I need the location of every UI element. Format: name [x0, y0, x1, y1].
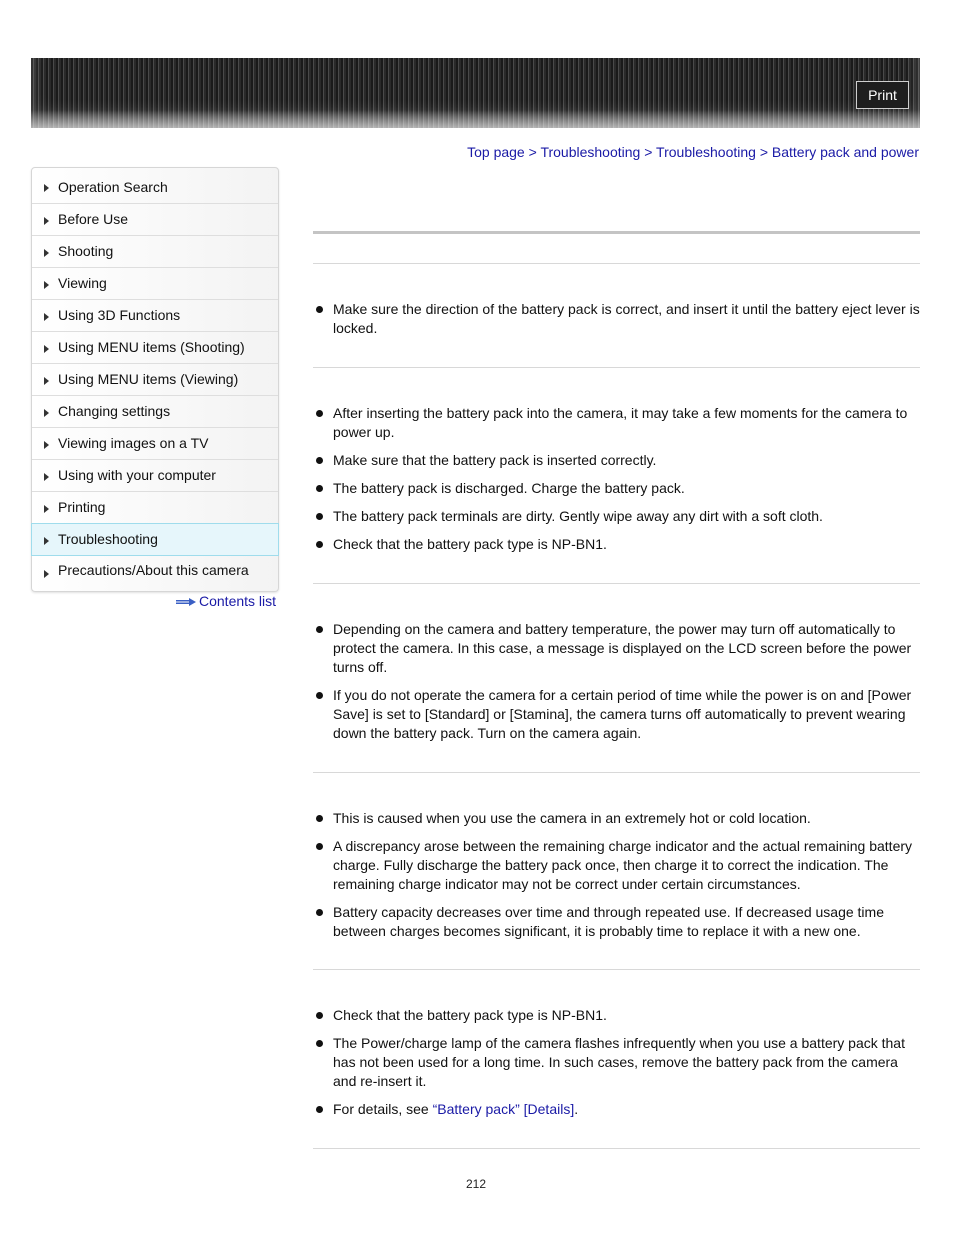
breadcrumb-troubleshooting-2[interactable]: Troubleshooting	[656, 144, 756, 160]
sidebar-item-precautions[interactable]	[32, 555, 278, 591]
list-item	[313, 1034, 921, 1091]
section-5-list	[313, 1006, 921, 1128]
sidebar-item-label: Troubleshooting	[58, 531, 158, 547]
list-item-text: The battery pack terminals are dirty. Gently wipe away any dirt with a soft cloth.	[333, 508, 823, 524]
bullet-icon	[316, 410, 323, 417]
contents-list-label: Contents list	[199, 593, 277, 609]
bullet-icon	[316, 815, 323, 822]
section-divider	[313, 772, 920, 773]
list-item	[313, 686, 921, 743]
sidebar-item-viewing-on-tv[interactable]	[32, 428, 278, 460]
arrow-right-icon	[44, 537, 49, 545]
sidebar-nav	[31, 167, 279, 592]
bullet-icon	[316, 909, 323, 916]
list-item-text: The battery pack is discharged. Charge the battery pack.	[333, 480, 685, 496]
bullet-icon	[316, 513, 323, 520]
list-item-text: The Power/charge lamp of the camera flashes infrequently when you use a battery pack that has not been used for a long time. In such cases, remove the battery pack from the camera and re-insert it.	[333, 1035, 905, 1089]
arrow-right-icon	[44, 217, 49, 225]
list-item	[313, 1006, 921, 1025]
list-item-text: Make sure that the battery pack is inserted correctly.	[333, 452, 657, 468]
list-item	[313, 903, 921, 941]
arrow-right-icon	[44, 377, 49, 385]
arrow-right-icon	[44, 505, 49, 513]
section-divider	[313, 1148, 920, 1149]
list-item-text: Battery capacity decreases over time and through repeated use. If decreased usage time between charges becomes significant, it is probably time to replace it with a new one.	[333, 904, 884, 939]
list-item	[313, 451, 921, 470]
arrow-right-icon	[44, 345, 49, 353]
arrow-right-icon	[44, 473, 49, 481]
section-1-list	[313, 300, 921, 347]
bullet-icon	[316, 1012, 323, 1019]
details-suffix: .	[574, 1101, 579, 1117]
bullet-icon	[316, 843, 323, 850]
list-item	[313, 620, 921, 677]
sidebar-item-shooting[interactable]	[32, 236, 278, 268]
battery-pack-details-link[interactable]: “Battery pack” [Details]	[432, 1101, 575, 1117]
bullet-icon	[316, 692, 323, 699]
section-divider	[313, 367, 920, 368]
list-item-text: Check that the battery pack type is NP-BN1.	[333, 1007, 607, 1023]
breadcrumb	[467, 144, 919, 160]
breadcrumb-top-page[interactable]: Top page	[467, 144, 525, 160]
sidebar-item-label: Operation Search	[58, 179, 168, 195]
breadcrumb-troubleshooting-1[interactable]: Troubleshooting	[540, 144, 641, 160]
sidebar-item-label: Precautions/About this camera	[58, 562, 249, 578]
section-divider-thick	[313, 231, 920, 234]
breadcrumb-battery-pack-and-power[interactable]: Battery pack and power	[771, 144, 919, 160]
section-3-list	[313, 620, 921, 752]
list-item	[313, 300, 921, 338]
sidebar-item-label: Before Use	[58, 211, 129, 227]
sidebar-item-viewing[interactable]	[32, 268, 278, 300]
list-item	[313, 809, 921, 828]
breadcrumb-separator: >	[759, 144, 769, 160]
section-divider	[313, 969, 920, 970]
details-prefix: For details, see	[333, 1101, 433, 1117]
list-item-text: If you do not operate the camera for a certain period of time while the power is on and [Power Save] is set to [Standard] or [Stamina], the camera turns off automatically to prevent wearing down the battery pack. Turn on the camera again.	[333, 687, 912, 741]
sidebar-item-label: Viewing images on a TV	[58, 435, 209, 451]
breadcrumb-separator: >	[644, 144, 653, 160]
list-item-text: Check that the battery pack type is NP-BN1.	[333, 536, 607, 552]
sidebar-item-label: Printing	[58, 499, 106, 515]
sidebar-item-troubleshooting[interactable]	[31, 523, 279, 556]
arrow-right-icon	[44, 441, 49, 449]
arrow-right-icon	[44, 184, 49, 192]
breadcrumb-separator: >	[528, 144, 537, 160]
sidebar-item-printing[interactable]	[32, 492, 278, 524]
list-item-text: This is caused when you use the camera in an extremely hot or cold location.	[333, 810, 811, 826]
section-4-list	[313, 809, 921, 950]
sidebar-item-label: Viewing	[58, 275, 107, 291]
bullet-icon	[316, 485, 323, 492]
list-item-text: After inserting the battery pack into the camera, it may take a few moments for the camera to power up.	[333, 405, 908, 440]
print-button[interactable]: Print	[856, 81, 909, 109]
arrow-right-icon	[44, 313, 49, 321]
bullet-icon	[316, 1106, 323, 1113]
sidebar-item-before-use[interactable]	[32, 204, 278, 236]
sidebar-item-3d-functions[interactable]	[32, 300, 278, 332]
bullet-icon	[316, 541, 323, 548]
list-item	[313, 535, 921, 554]
list-item-text: A discrepancy arose between the remaining charge indicator and the actual remaining battery charge. Fully discharge the battery pack once, then charge it to correct the indication. The remaining charge indicator may not be correct under certain circumstances.	[333, 838, 913, 892]
sidebar-item-label: Using MENU items (Shooting)	[58, 339, 245, 355]
sidebar-item-label: Changing settings	[58, 403, 171, 419]
list-item	[313, 837, 921, 894]
section-2-list	[313, 404, 921, 563]
arrow-right-icon	[44, 409, 49, 417]
list-item-text: Make sure the direction of the battery pack is correct, and insert it until the battery eject lever is locked.	[333, 301, 920, 336]
list-item	[313, 404, 921, 442]
bullet-icon	[316, 1040, 323, 1047]
arrow-right-icon	[44, 281, 49, 289]
sidebar-item-menu-shooting[interactable]	[32, 332, 278, 364]
list-item-text: Depending on the camera and battery temperature, the power may turn off automatically to protect the camera. In this case, a message is displayed on the LCD screen before the power turns off.	[333, 621, 912, 675]
section-divider	[313, 263, 920, 264]
sidebar-item-label: Using 3D Functions	[58, 307, 181, 323]
sidebar-item-changing-settings[interactable]	[32, 396, 278, 428]
double-arrow-right-icon	[176, 598, 196, 606]
list-item	[313, 479, 921, 498]
sidebar-item-computer[interactable]	[32, 460, 278, 492]
sidebar-item-label: Using MENU items (Viewing)	[58, 371, 239, 387]
sidebar-item-label: Using with your computer	[58, 467, 216, 483]
bullet-icon	[316, 306, 323, 313]
sidebar-item-label: Shooting	[58, 243, 114, 259]
list-item	[313, 507, 921, 526]
bullet-icon	[316, 626, 323, 633]
bullet-icon	[316, 457, 323, 464]
arrow-right-icon	[44, 570, 49, 578]
sidebar-item-operation-search[interactable]	[32, 168, 278, 204]
section-divider	[313, 583, 920, 584]
sidebar-item-menu-viewing[interactable]	[32, 364, 278, 396]
header-banner	[31, 58, 920, 128]
arrow-right-icon	[44, 249, 49, 257]
contents-list-link[interactable]	[176, 593, 276, 609]
list-item	[313, 1100, 921, 1119]
page-number: 212	[466, 1177, 487, 1191]
